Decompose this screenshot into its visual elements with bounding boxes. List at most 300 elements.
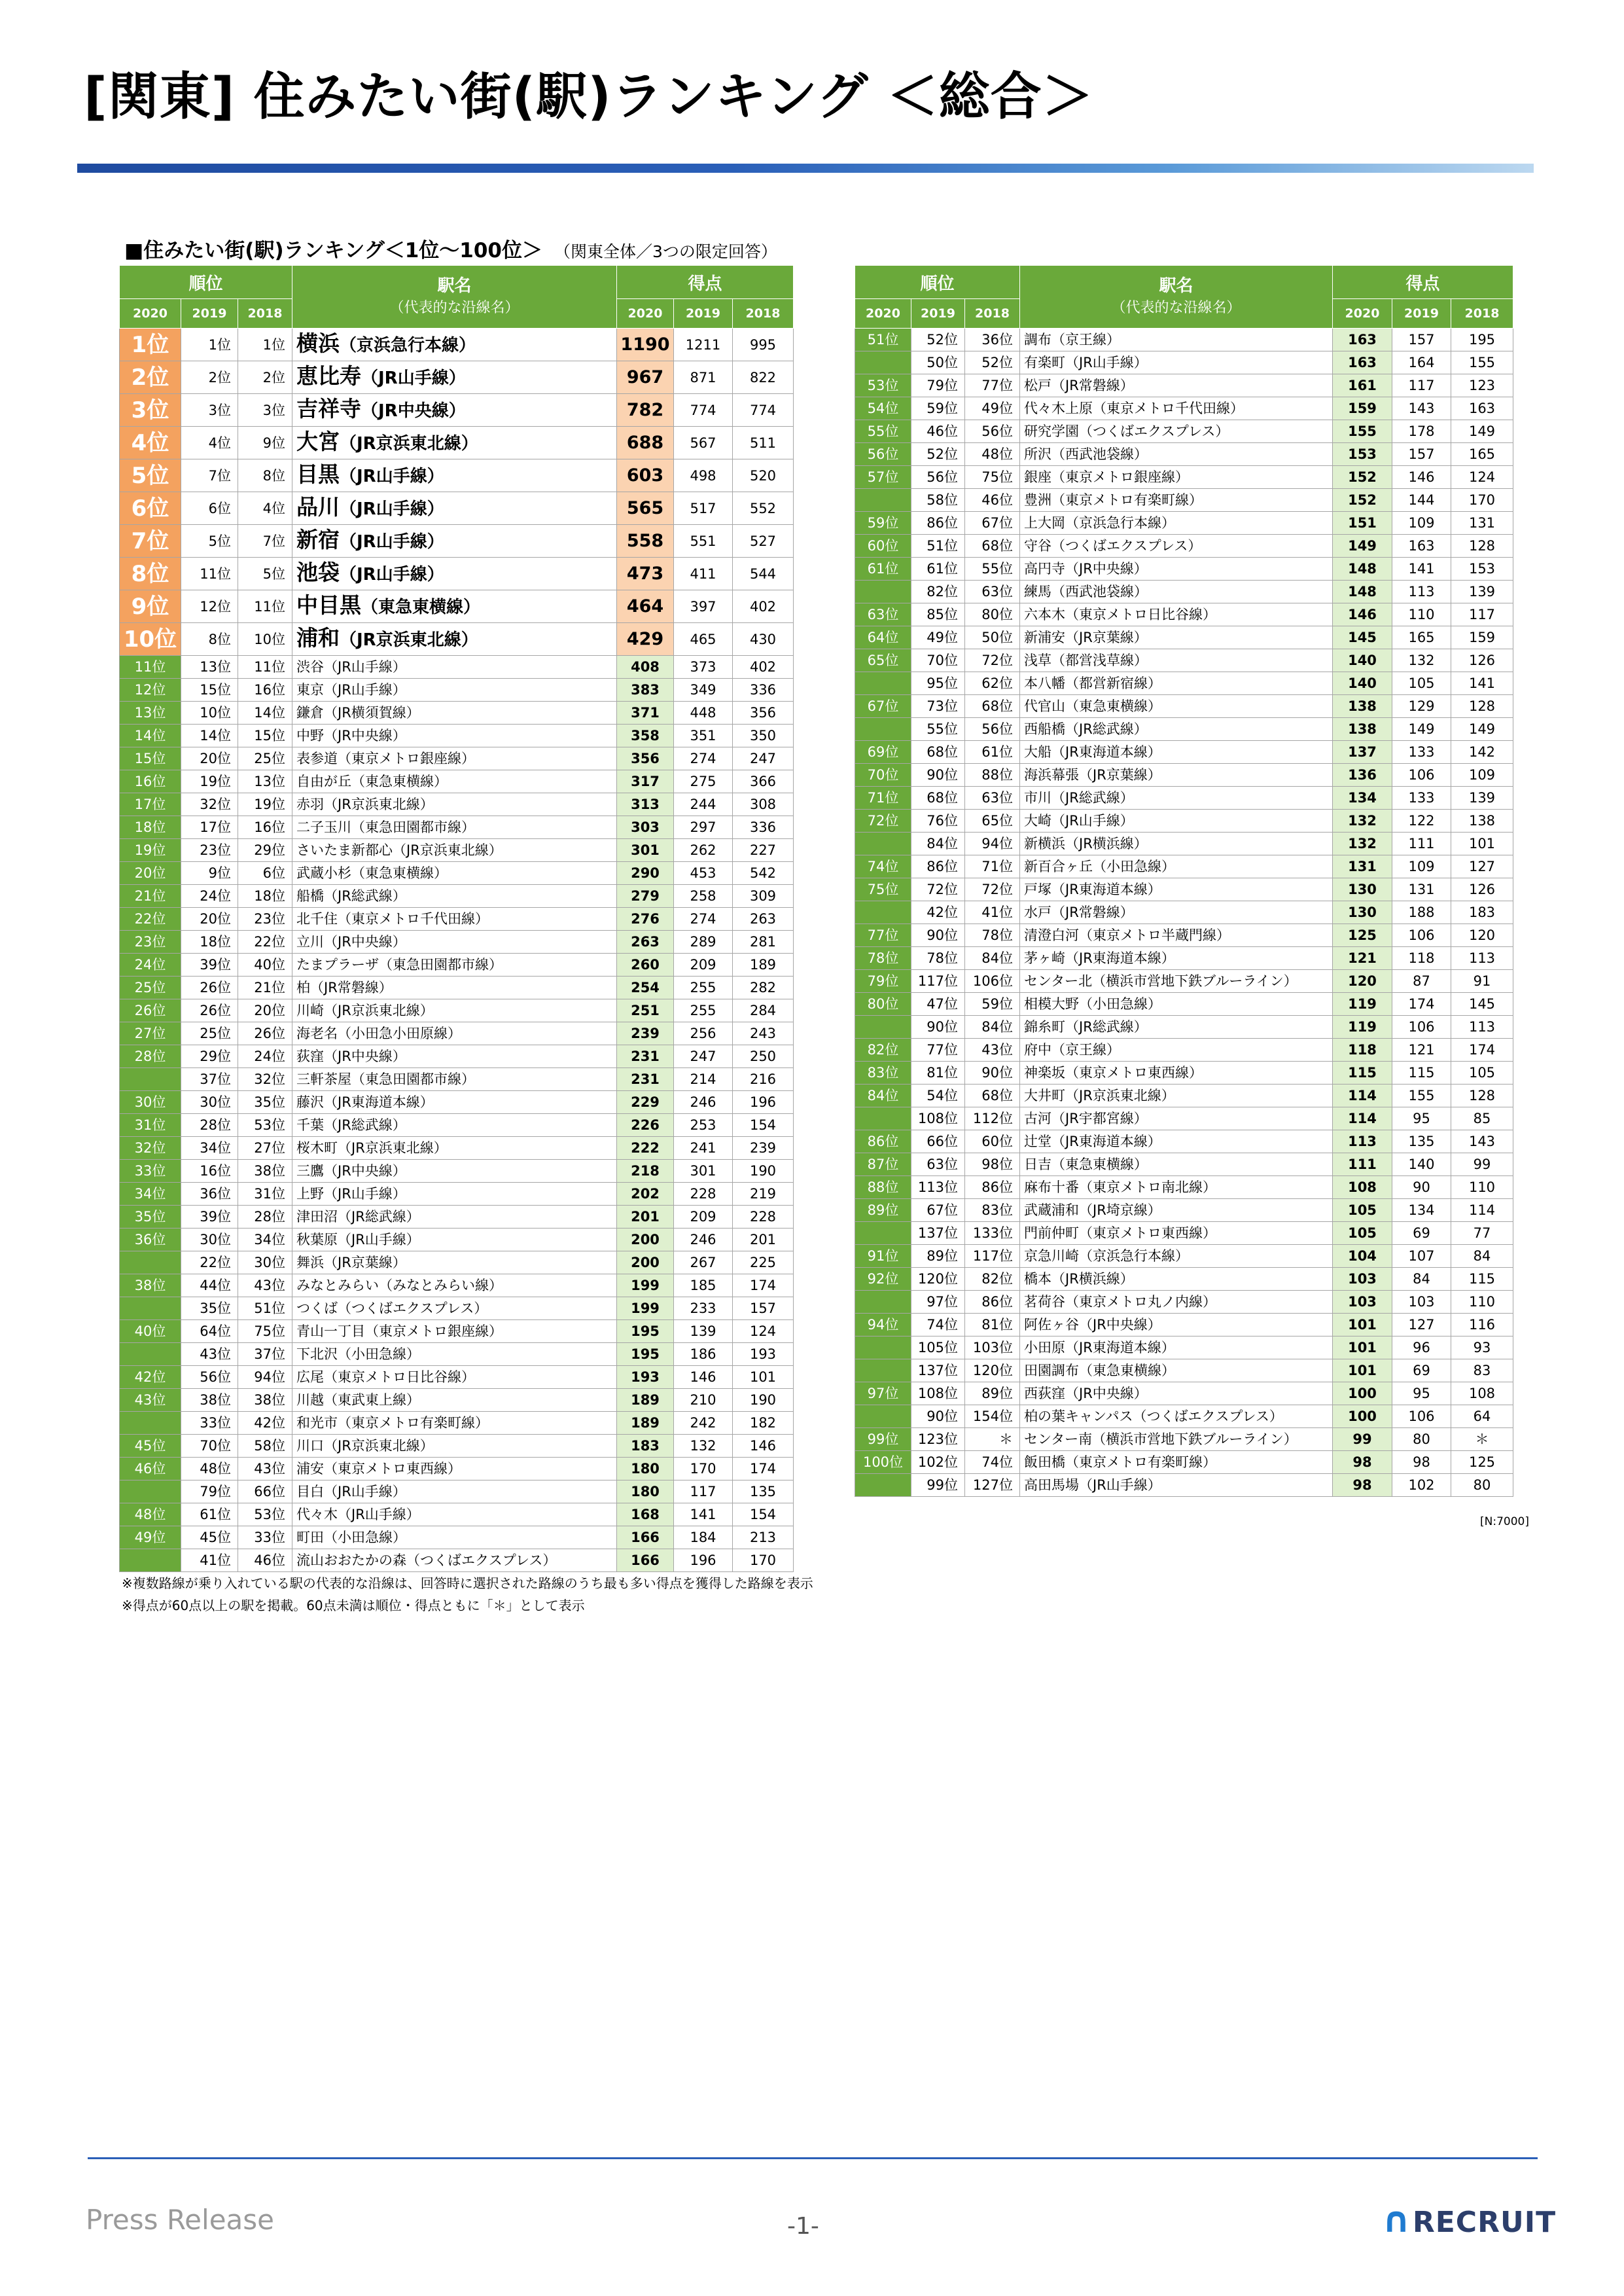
score-2019: 274 xyxy=(674,747,733,770)
station: 神楽坂 xyxy=(1024,1065,1065,1081)
rank-2018: 56位 xyxy=(965,420,1020,443)
rank-2020: 21位 xyxy=(120,885,181,908)
table-row xyxy=(120,492,794,525)
score-2019: 465 xyxy=(674,623,733,656)
score-2020: 99 xyxy=(1333,1428,1392,1451)
rank-2019: 43位 xyxy=(181,1343,238,1366)
station-name xyxy=(292,394,617,427)
rank-2020: 79位 xyxy=(855,970,911,993)
table-row xyxy=(855,672,1513,695)
station: 茅ヶ崎 xyxy=(1024,950,1065,966)
table-row xyxy=(120,1320,794,1343)
score-2019: 411 xyxy=(674,558,733,590)
station: 六本木 xyxy=(1024,607,1065,622)
station-line: （JR横須賀線） xyxy=(324,705,420,721)
score-2019: 118 xyxy=(1392,947,1451,970)
station-name xyxy=(1020,466,1333,489)
rank-2020: 40位 xyxy=(120,1320,181,1343)
rank-2020: 99位 xyxy=(855,1428,911,1451)
rank-2018: 94位 xyxy=(238,1366,292,1389)
score-2020: 136 xyxy=(1333,764,1392,787)
score-2019: 135 xyxy=(1392,1130,1451,1153)
score-2020: 148 xyxy=(1333,581,1392,603)
rank-2018: 2位 xyxy=(238,361,292,394)
table-row xyxy=(120,862,794,885)
station-name xyxy=(292,361,617,394)
score-2020: 140 xyxy=(1333,672,1392,695)
station-name xyxy=(1020,1382,1333,1405)
rank-2019: 105位 xyxy=(911,1336,965,1359)
station-name xyxy=(292,908,617,931)
rank-2020: 54位 xyxy=(855,397,911,420)
station: 横浜 xyxy=(296,331,340,356)
rank-2020: 77位 xyxy=(855,924,911,947)
station-line: （京浜急行本線） xyxy=(340,336,476,355)
station: 本八幡 xyxy=(1024,675,1065,691)
rank-2020: 49位 xyxy=(120,1526,181,1549)
score-2018: 126 xyxy=(1451,649,1513,672)
station: 武蔵小杉 xyxy=(296,865,351,881)
score-2019: 155 xyxy=(1392,1085,1451,1107)
table-row xyxy=(120,623,794,656)
station-name xyxy=(292,816,617,839)
subtitle-text: ■住みたい街(駅)ランキング＜1位～100位＞ xyxy=(124,239,542,262)
rank-2020: 100位 xyxy=(855,1451,911,1474)
rank-2020: 12位 xyxy=(120,679,181,702)
table-row xyxy=(120,1480,794,1503)
recruit-logo-mark-icon: ∩ xyxy=(1382,2199,1411,2240)
station-name xyxy=(292,590,617,623)
rank-2019: 52位 xyxy=(911,443,965,466)
rank-2018: 43位 xyxy=(965,1039,1020,1062)
rank-2019: 1位 xyxy=(181,329,238,361)
score-2020: 113 xyxy=(1333,1130,1392,1153)
score-2019: 133 xyxy=(1392,787,1451,810)
score-2019: 551 xyxy=(674,525,733,558)
rank-2019: 24位 xyxy=(181,885,238,908)
station: 船橋 xyxy=(296,888,324,904)
rank-2019: 67位 xyxy=(911,1199,965,1222)
station: 辻堂 xyxy=(1024,1134,1051,1149)
score-2020: 782 xyxy=(617,394,674,427)
score-2020: 152 xyxy=(1333,466,1392,489)
score-2019: 139 xyxy=(674,1320,733,1343)
score-2020: 231 xyxy=(617,1045,674,1068)
score-2018: 131 xyxy=(1451,512,1513,535)
rank-2018: 120位 xyxy=(965,1359,1020,1382)
rank-2020: 82位 xyxy=(855,1039,911,1062)
station-name xyxy=(292,1458,617,1480)
table-row xyxy=(855,764,1513,787)
rank-2020: 59位 xyxy=(855,512,911,535)
score-2019: 228 xyxy=(674,1183,733,1206)
station-line: （横浜市営地下鉄ブルーライン） xyxy=(1092,1431,1297,1447)
score-2018: 228 xyxy=(733,1206,794,1229)
recruit-logo xyxy=(1382,2199,1556,2240)
station-name xyxy=(1020,603,1333,626)
station-line: （JR総武線） xyxy=(1065,1019,1148,1035)
rank-2020: 30位 xyxy=(120,1091,181,1114)
rank-2020: 67位 xyxy=(855,695,911,718)
rank-2020: 32位 xyxy=(120,1137,181,1160)
score-2018: 139 xyxy=(1451,581,1513,603)
rank-2019: 66位 xyxy=(911,1130,965,1153)
score-2019: 373 xyxy=(674,656,733,679)
table-row xyxy=(855,787,1513,810)
station-line: （みなとみらい線） xyxy=(379,1278,503,1293)
rank-2018: 112位 xyxy=(965,1107,1020,1130)
rank-2020: 94位 xyxy=(855,1314,911,1336)
rank-2019: 8位 xyxy=(181,623,238,656)
score-2020: 688 xyxy=(617,427,674,459)
station: 調布 xyxy=(1024,332,1051,348)
sample-size: [N:7000] xyxy=(1480,1515,1529,1528)
score-2019: 149 xyxy=(1392,718,1451,741)
score-2019: 109 xyxy=(1392,512,1451,535)
station-name xyxy=(292,725,617,747)
score-2018: 91 xyxy=(1451,970,1513,993)
rank-2019: 35位 xyxy=(181,1297,238,1320)
rank-2018: 10位 xyxy=(238,623,292,656)
rank-2018: 37位 xyxy=(238,1343,292,1366)
score-2018: 153 xyxy=(1451,558,1513,581)
station-line: （東京メトロ千代田線） xyxy=(338,911,489,927)
footer-divider xyxy=(88,2157,1538,2159)
rank-2019: 49位 xyxy=(911,626,965,649)
table-row xyxy=(855,397,1513,420)
station: 吉祥寺 xyxy=(296,396,361,422)
rank-2020: 24位 xyxy=(120,954,181,977)
score-2020: 180 xyxy=(617,1480,674,1503)
score-2019: 774 xyxy=(674,394,733,427)
rank-2018: 48位 xyxy=(965,443,1020,466)
rank-2018: 53位 xyxy=(238,1503,292,1526)
station-name xyxy=(292,885,617,908)
rank-2019: 19位 xyxy=(181,770,238,793)
score-2019: 196 xyxy=(674,1549,733,1572)
score-2020: 222 xyxy=(617,1137,674,1160)
rank-2018: 27位 xyxy=(238,1137,292,1160)
table-row xyxy=(120,770,794,793)
station: みなとみらい xyxy=(296,1278,379,1293)
rank-2019: 25位 xyxy=(181,1022,238,1045)
table-row xyxy=(855,741,1513,764)
header-rank-2019: 2019 xyxy=(911,299,965,329)
score-2018: 101 xyxy=(733,1366,794,1389)
station-name xyxy=(292,1022,617,1045)
score-2020: 200 xyxy=(617,1229,674,1251)
rank-2018: 15位 xyxy=(238,725,292,747)
score-2018: 124 xyxy=(1451,466,1513,489)
rank-2020: 5位 xyxy=(120,459,181,492)
station-line: （JR山手線） xyxy=(340,565,444,584)
station-line: （JR京浜東北線） xyxy=(338,1140,448,1156)
score-2020: 263 xyxy=(617,931,674,954)
score-2020: 200 xyxy=(617,1251,674,1274)
score-2019: 133 xyxy=(1392,741,1451,764)
score-2019: 214 xyxy=(674,1068,733,1091)
rank-2020: 11位 xyxy=(120,656,181,679)
station-line: （京浜急行本線） xyxy=(1079,1248,1189,1264)
rank-2019: 63位 xyxy=(911,1153,965,1176)
rank-2018: 63位 xyxy=(965,787,1020,810)
table-row xyxy=(855,833,1513,855)
station-line: （東京メトロ有楽町線） xyxy=(1051,492,1203,508)
rank-2020: 3位 xyxy=(120,394,181,427)
score-2018: 250 xyxy=(733,1045,794,1068)
score-2020: 98 xyxy=(1333,1451,1392,1474)
rank-2020: 10位 xyxy=(120,623,181,656)
rank-2018: 16位 xyxy=(238,679,292,702)
score-2020: 317 xyxy=(617,770,674,793)
station: 中野 xyxy=(296,728,324,744)
score-2019: 256 xyxy=(674,1022,733,1045)
station: 新百合ヶ丘 xyxy=(1024,859,1093,874)
table-row xyxy=(120,329,794,361)
score-2019: 143 xyxy=(1392,397,1451,420)
ranking-table-right xyxy=(855,265,1513,1497)
station-name xyxy=(292,862,617,885)
rank-2020: 35位 xyxy=(120,1206,181,1229)
score-2018: 309 xyxy=(733,885,794,908)
station: 目白 xyxy=(296,1484,324,1499)
rank-2020: 34位 xyxy=(120,1183,181,1206)
table-row xyxy=(855,649,1513,672)
station-name xyxy=(1020,1176,1333,1199)
table-row xyxy=(855,810,1513,833)
score-2018: 282 xyxy=(733,977,794,999)
rank-2018: 68位 xyxy=(965,695,1020,718)
station: 門前仲町 xyxy=(1024,1225,1079,1241)
score-2018: 520 xyxy=(733,459,794,492)
score-2018: 174 xyxy=(733,1458,794,1480)
station: 川崎 xyxy=(296,1003,324,1018)
score-2019: 289 xyxy=(674,931,733,954)
rank-2018: 94位 xyxy=(965,833,1020,855)
rank-2018: 84位 xyxy=(965,1016,1020,1039)
rank-2020: 33位 xyxy=(120,1160,181,1183)
score-2020: 108 xyxy=(1333,1176,1392,1199)
header-rank-2018: 2018 xyxy=(238,299,292,329)
score-2018: 402 xyxy=(733,656,794,679)
rank-2018: 78位 xyxy=(965,924,1020,947)
score-2020: 565 xyxy=(617,492,674,525)
station-name xyxy=(1020,810,1333,833)
rank-2018: 29位 xyxy=(238,839,292,862)
station-line: （東京メトロ東西線） xyxy=(1079,1225,1216,1241)
station-line: （JR中央線） xyxy=(324,1163,406,1179)
rank-2018: ＊ xyxy=(965,1428,1020,1451)
score-2018: 356 xyxy=(733,702,794,725)
rank-2020: 18位 xyxy=(120,816,181,839)
score-2018: 190 xyxy=(733,1389,794,1412)
score-2019: 109 xyxy=(1392,855,1451,878)
rank-2018: 9位 xyxy=(238,427,292,459)
score-2019: 165 xyxy=(1392,626,1451,649)
rank-2019: 68位 xyxy=(911,741,965,764)
score-2019: 90 xyxy=(1392,1176,1451,1199)
station: 水戸 xyxy=(1024,905,1051,920)
rank-2018: 71位 xyxy=(965,855,1020,878)
score-2018: 182 xyxy=(733,1412,794,1435)
score-2019: 246 xyxy=(674,1229,733,1251)
table-row xyxy=(120,1137,794,1160)
score-2020: 138 xyxy=(1333,718,1392,741)
station-line: （JR京葉線） xyxy=(1079,767,1161,783)
score-2018: 193 xyxy=(733,1343,794,1366)
table-row xyxy=(855,1428,1513,1451)
rank-2018: 21位 xyxy=(238,977,292,999)
score-2019: 87 xyxy=(1392,970,1451,993)
rank-2019: 36位 xyxy=(181,1183,238,1206)
rank-2020: 16位 xyxy=(120,770,181,793)
station: 高田馬場 xyxy=(1024,1477,1079,1493)
score-2018: 243 xyxy=(733,1022,794,1045)
score-2020: 145 xyxy=(1333,626,1392,649)
score-2018: 189 xyxy=(733,954,794,977)
score-2019: 275 xyxy=(674,770,733,793)
station: 守谷 xyxy=(1024,538,1051,554)
score-2018: 110 xyxy=(1451,1176,1513,1199)
rank-2018: 127位 xyxy=(965,1474,1020,1497)
score-2020: 313 xyxy=(617,793,674,816)
station-line: （JR東海道本線） xyxy=(1051,882,1161,897)
rank-2018: 50位 xyxy=(965,626,1020,649)
score-2020: 168 xyxy=(617,1503,674,1526)
rank-2019: 26位 xyxy=(181,977,238,999)
rank-2019: 78位 xyxy=(911,947,965,970)
station: たまプラーザ xyxy=(296,957,379,973)
station: 橋本 xyxy=(1024,1271,1051,1287)
score-2018: 77 xyxy=(1451,1222,1513,1245)
table-row xyxy=(855,374,1513,397)
station-name xyxy=(1020,833,1333,855)
score-2018: 101 xyxy=(1451,833,1513,855)
station: 柏の葉キャンパス xyxy=(1024,1408,1133,1424)
score-2019: 351 xyxy=(674,725,733,747)
score-2019: 84 xyxy=(1392,1268,1451,1291)
rank-2018: 75位 xyxy=(238,1320,292,1343)
rank-2020 xyxy=(855,1107,911,1130)
score-2018: 99 xyxy=(1451,1153,1513,1176)
score-2019: 95 xyxy=(1392,1382,1451,1405)
score-2018: 93 xyxy=(1451,1336,1513,1359)
rank-2018: 43位 xyxy=(238,1274,292,1297)
station: 錦糸町 xyxy=(1024,1019,1065,1035)
score-2019: 69 xyxy=(1392,1359,1451,1382)
score-2018: ＊ xyxy=(1451,1428,1513,1451)
rank-2019: 64位 xyxy=(181,1320,238,1343)
press-release-label: Press Release xyxy=(86,2204,274,2236)
station: 目黒 xyxy=(296,461,340,487)
table-row xyxy=(120,1206,794,1229)
station-line: （JR常磐線） xyxy=(1051,905,1134,920)
station-name xyxy=(292,1297,617,1320)
station: つくば xyxy=(296,1300,338,1316)
rank-2018: 60位 xyxy=(965,1130,1020,1153)
station-line: （JR山手線） xyxy=(324,659,406,675)
table-row xyxy=(855,1199,1513,1222)
table-row xyxy=(120,1549,794,1572)
table-row xyxy=(120,1412,794,1435)
rank-2018: 32位 xyxy=(238,1068,292,1091)
station-line: （東急東横線） xyxy=(351,774,448,789)
station-line: （JR京葉線） xyxy=(1065,630,1148,645)
station-line: （JR山手線） xyxy=(338,1507,420,1522)
rank-2020: 22位 xyxy=(120,908,181,931)
station-name xyxy=(1020,329,1333,351)
station-line: （小田急線） xyxy=(1093,859,1175,874)
table-row xyxy=(120,427,794,459)
station: 荻窪 xyxy=(296,1049,324,1064)
score-2020: 101 xyxy=(1333,1359,1392,1382)
score-2019: 871 xyxy=(674,361,733,394)
station-line: （JR東海道本線） xyxy=(324,1094,434,1110)
rank-2020 xyxy=(855,1016,911,1039)
rank-2018: 68位 xyxy=(965,535,1020,558)
rank-2018: 25位 xyxy=(238,747,292,770)
subtitle-note: （関東全体／3つの限定回答） xyxy=(554,242,777,261)
rank-2020: 36位 xyxy=(120,1229,181,1251)
score-2018: 822 xyxy=(733,361,794,394)
score-2019: 163 xyxy=(1392,535,1451,558)
station-name xyxy=(1020,420,1333,443)
station-line: （つくばエクスプレス） xyxy=(1133,1408,1283,1424)
rank-2018: 24位 xyxy=(238,1045,292,1068)
score-2020: 98 xyxy=(1333,1474,1392,1497)
rank-2019: 85位 xyxy=(911,603,965,626)
table-row xyxy=(120,394,794,427)
score-2019: 134 xyxy=(1392,1199,1451,1222)
rank-2018: 34位 xyxy=(238,1229,292,1251)
score-2020: 132 xyxy=(1333,810,1392,833)
station: 大崎 xyxy=(1024,813,1051,829)
table-row xyxy=(855,993,1513,1016)
page-number: -1- xyxy=(787,2213,819,2240)
station-name xyxy=(292,1251,617,1274)
rank-2020 xyxy=(120,1549,181,1572)
station-line: （JR山手線） xyxy=(338,1232,420,1247)
station-name xyxy=(1020,1016,1333,1039)
station-name xyxy=(1020,924,1333,947)
score-2018: 128 xyxy=(1451,1085,1513,1107)
station: 二子玉川 xyxy=(296,819,351,835)
score-2019: 247 xyxy=(674,1045,733,1068)
rank-2019: 108位 xyxy=(911,1382,965,1405)
station: 高円寺 xyxy=(1024,561,1065,577)
station-line: （東急東横線） xyxy=(1051,1157,1148,1172)
score-2018: 145 xyxy=(1451,993,1513,1016)
score-2020: 358 xyxy=(617,725,674,747)
score-2019: 209 xyxy=(674,1206,733,1229)
station-name xyxy=(292,1137,617,1160)
table-row xyxy=(855,878,1513,901)
station-line: （東京メトロ日比谷線） xyxy=(324,1369,475,1385)
rank-2020: 48位 xyxy=(120,1503,181,1526)
score-2019: 105 xyxy=(1392,672,1451,695)
score-2020: 967 xyxy=(617,361,674,394)
rank-2019: 61位 xyxy=(911,558,965,581)
table-row xyxy=(855,329,1513,351)
rank-2019: 6位 xyxy=(181,492,238,525)
station-line: （東京メトロ東西線） xyxy=(1065,1065,1203,1081)
rank-2020: 55位 xyxy=(855,420,911,443)
score-2020: 115 xyxy=(1333,1062,1392,1085)
station-line: （JR総武線） xyxy=(338,1209,420,1225)
rank-2018: 18位 xyxy=(238,885,292,908)
rank-2020: 6位 xyxy=(120,492,181,525)
station-line: （JR中央線） xyxy=(324,728,406,744)
